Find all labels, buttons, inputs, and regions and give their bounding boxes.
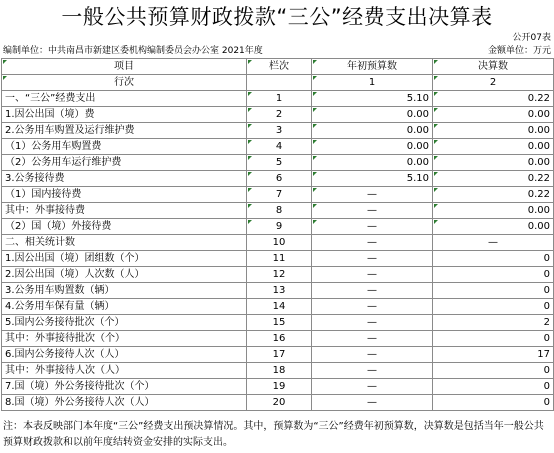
table-row: [2, 331, 554, 347]
row-seq: 8: [247, 203, 312, 219]
row-final: 0.22: [433, 187, 554, 203]
row-seq: 4: [247, 139, 312, 155]
table-row: [2, 395, 554, 411]
row-budget: —: [312, 235, 433, 251]
row-seq: 7: [247, 187, 312, 203]
row-item: 7.国（境）外公务接待批次（个）: [2, 379, 247, 395]
row-budget: 0.00: [312, 107, 433, 123]
row-seq: 15: [247, 315, 312, 331]
table-row: [2, 379, 554, 395]
row-label: 行次: [2, 75, 247, 91]
table-row: [2, 171, 554, 187]
row-item: 一、“三公”经费支出: [2, 91, 247, 107]
table-row: [2, 155, 554, 171]
seq-blank: [247, 75, 312, 91]
table-row: [2, 91, 554, 107]
row-seq: 10: [247, 235, 312, 251]
row-item: 1.因公出国（境）费: [2, 107, 247, 123]
row-final: 2: [433, 315, 554, 331]
row-budget: 0.00: [312, 123, 433, 139]
table-row: [2, 219, 554, 235]
row-item: 3.公务用车购置数（辆）: [2, 283, 247, 299]
row-budget: —: [312, 283, 433, 299]
row-budget: —: [312, 187, 433, 203]
row-final: 0.00: [433, 203, 554, 219]
row-seq: 20: [247, 395, 312, 411]
row-final: 17: [433, 347, 554, 363]
table-row: [2, 123, 554, 139]
page-title: 一般公共预算财政拨款“三公”经费支出决算表: [61, 5, 493, 29]
header-row: [2, 59, 554, 75]
row-budget: —: [312, 379, 433, 395]
row-budget: —: [312, 331, 433, 347]
row-budget: 0.00: [312, 155, 433, 171]
row-item: 其中：外事接待费: [2, 203, 247, 219]
table-row: [2, 187, 554, 203]
table-row: [2, 363, 554, 379]
row-final: 0.22: [433, 91, 554, 107]
row-item: 2.因公出国（境）人次数（人）: [2, 267, 247, 283]
table-row: [2, 299, 554, 315]
row-final: 0: [433, 299, 554, 315]
table-row: [2, 347, 554, 363]
row-budget: —: [312, 299, 433, 315]
expense-table: [1, 58, 554, 411]
row-final: 0: [433, 379, 554, 395]
row-seq: 12: [247, 267, 312, 283]
row-budget: —: [312, 203, 433, 219]
footnote: 注：本表反映部门本年度“三公”经费支出预决算情况。其中，预算数为“三公”经费年初预算数，决算数是包括当年一般公共预算财政拨款和以前年度结转资金安排的实际支出。: [3, 421, 544, 448]
row-seq: 13: [247, 283, 312, 299]
row-seq: 17: [247, 347, 312, 363]
unit-label: 金额单位：万元: [487, 46, 551, 56]
row-item: 二、相关统计数: [2, 235, 247, 251]
row-final: 0.00: [433, 107, 554, 123]
row-budget: —: [312, 267, 433, 283]
table-row: [2, 315, 554, 331]
form-number: 公开07表: [512, 33, 551, 43]
row-budget: 0.00: [312, 139, 433, 155]
organization-label: 编制单位：中共南昌市新建区委机构编制委员会办公室 2021年度: [3, 46, 263, 56]
table-row: [2, 139, 554, 155]
row-item: 3.公务接待费: [2, 171, 247, 187]
row-budget: —: [312, 315, 433, 331]
row-item: （2）公务用车运行维护费: [2, 155, 247, 171]
row-seq: 18: [247, 363, 312, 379]
row-item: 4.公务用车保有量（辆）: [2, 299, 247, 315]
col-index-1: 1: [312, 75, 433, 91]
row-final: 0: [433, 283, 554, 299]
row-budget: —: [312, 219, 433, 235]
row-seq: 3: [247, 123, 312, 139]
row-final: 0.00: [433, 155, 554, 171]
row-item: 6.国内公务接待人次（人）: [2, 347, 247, 363]
row-item: （2）国（境）外接待费: [2, 219, 247, 235]
row-seq: 9: [247, 219, 312, 235]
header-seq: 栏次: [247, 59, 312, 75]
row-final: 0.00: [433, 123, 554, 139]
row-final: 0: [433, 363, 554, 379]
row-seq: 1: [247, 91, 312, 107]
row-budget: —: [312, 347, 433, 363]
row-budget: 5.10: [312, 171, 433, 187]
row-seq: 19: [247, 379, 312, 395]
row-item: 1.因公出国（境）团组数（个）: [2, 251, 247, 267]
table-row: [2, 267, 554, 283]
row-seq: 14: [247, 299, 312, 315]
row-final: 0.00: [433, 219, 554, 235]
table-row: [2, 107, 554, 123]
row-final: 0: [433, 267, 554, 283]
row-final: 0: [433, 331, 554, 347]
row-item: 其中：外事接待批次（个）: [2, 331, 247, 347]
table-row: [2, 203, 554, 219]
row-final: 0: [433, 251, 554, 267]
header-final: 决算数: [433, 59, 554, 75]
row-item: （1）国内接待费: [2, 187, 247, 203]
row-seq: 16: [247, 331, 312, 347]
row-seq: 5: [247, 155, 312, 171]
row-budget: 5.10: [312, 91, 433, 107]
row-final: 0.22: [433, 171, 554, 187]
row-item: （1）公务用车购置费: [2, 139, 247, 155]
row-budget: —: [312, 251, 433, 267]
row-budget: —: [312, 395, 433, 411]
row-final: 0.00: [433, 139, 554, 155]
row-item: 8.国（境）外公务接待人次（人）: [2, 395, 247, 411]
header-budget: 年初预算数: [312, 59, 433, 75]
col-index-2: 2: [433, 75, 554, 91]
table-row: [2, 283, 554, 299]
row-final: 0: [433, 395, 554, 411]
row-budget: —: [312, 363, 433, 379]
row-seq: 2: [247, 107, 312, 123]
header-item: 项目: [2, 59, 247, 75]
column-index-row: [2, 75, 554, 91]
row-item: 其中：外事接待人次（人）: [2, 363, 247, 379]
table-row: [2, 251, 554, 267]
row-final: —: [433, 235, 554, 251]
row-seq: 6: [247, 171, 312, 187]
row-item: 2.公务用车购置及运行维护费: [2, 123, 247, 139]
row-item: 5.国内公务接待批次（个）: [2, 315, 247, 331]
table-row: [2, 235, 554, 251]
row-seq: 11: [247, 251, 312, 267]
